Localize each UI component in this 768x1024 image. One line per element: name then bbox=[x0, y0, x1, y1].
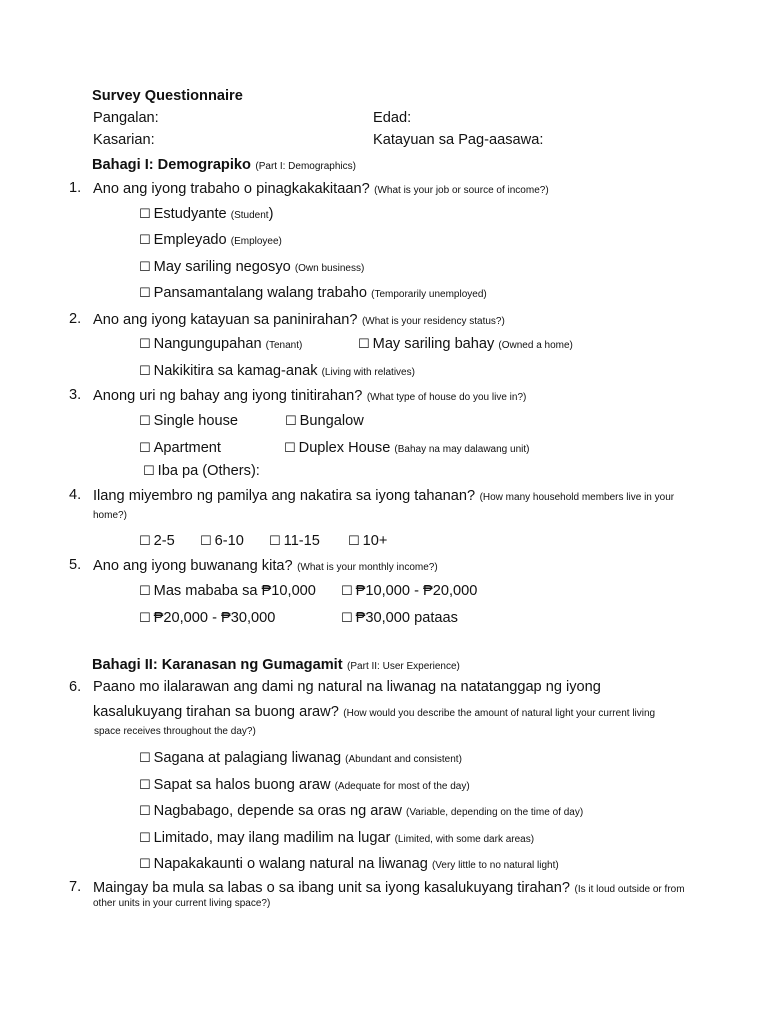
q2-question bbox=[93, 311, 505, 329]
option-label: Bungalow bbox=[299, 413, 364, 429]
checkbox-icon: ☐ bbox=[200, 534, 212, 549]
q6-option-very-little[interactable] bbox=[139, 856, 559, 872]
q2-option-owned[interactable] bbox=[358, 336, 573, 352]
q3-text: Anong uri ng bahay ang iyong tinitirahan? bbox=[93, 388, 363, 404]
option-label: Nagbabago, depende sa oras ng araw bbox=[153, 803, 402, 819]
checkbox-icon: ☐ bbox=[139, 337, 151, 352]
option-label: Single house bbox=[153, 413, 239, 429]
option-tail: ) bbox=[268, 206, 274, 222]
option-label: Limitado, may ilang madilim na lugar bbox=[153, 830, 391, 846]
q1-question bbox=[93, 180, 549, 198]
option-label: ₱20,000 - ₱30,000 bbox=[153, 610, 276, 626]
q4-translation-line2: home?) bbox=[93, 510, 127, 521]
option-label: Mas mababa sa ₱10,000 bbox=[153, 583, 316, 599]
name-field-label: Pangalan: bbox=[93, 110, 159, 126]
q4-text: Ilang miyembro ng pamilya ang nakatira sa iyong tahanan? bbox=[93, 488, 476, 504]
option-translation: (Tenant) bbox=[265, 340, 303, 351]
option-translation: (Living with relatives) bbox=[321, 367, 415, 378]
q6-translation-line2: space receives throughout the day?) bbox=[94, 726, 256, 737]
option-label: 11-15 bbox=[283, 533, 320, 549]
option-label: Pansamantalang walang trabaho bbox=[153, 285, 368, 301]
part1-subtitle: (Part I: Demographics) bbox=[255, 161, 356, 172]
q7-number: 7. bbox=[69, 879, 82, 895]
option-label: Apartment bbox=[153, 440, 221, 456]
option-label: Nakikitira sa kamag-anak bbox=[153, 363, 318, 379]
checkbox-icon: ☐ bbox=[139, 233, 151, 248]
sex-field-label: Kasarian: bbox=[93, 132, 155, 148]
option-label: Nangungupahan bbox=[153, 336, 262, 352]
q2-number: 2. bbox=[69, 311, 82, 327]
q4-question bbox=[93, 487, 674, 505]
q1-number: 1. bbox=[69, 180, 82, 196]
q7-translation-line2: other units in your current living space?) bbox=[93, 898, 271, 909]
q6-option-adequate[interactable] bbox=[139, 777, 470, 793]
q5-option-20000-30000[interactable] bbox=[139, 610, 275, 626]
checkbox-icon: ☐ bbox=[139, 611, 151, 626]
checkbox-icon: ☐ bbox=[139, 857, 151, 872]
option-label: May sariling negosyo bbox=[153, 259, 291, 275]
part1-header bbox=[92, 156, 356, 174]
option-translation: (Employee) bbox=[230, 236, 282, 247]
q3-option-bungalow[interactable] bbox=[285, 413, 364, 429]
checkbox-icon: ☐ bbox=[143, 464, 155, 479]
checkbox-icon: ☐ bbox=[139, 831, 151, 846]
option-translation: (Very little to no natural light) bbox=[431, 860, 559, 871]
checkbox-icon: ☐ bbox=[139, 751, 151, 766]
q6-text-line1: Paano mo ilalarawan ang dami ng natural na liwanag na natatanggap ng iyong bbox=[93, 679, 601, 695]
q4-option-2-5[interactable] bbox=[139, 533, 175, 549]
checkbox-icon: ☐ bbox=[285, 414, 297, 429]
option-translation: (Limited, with some dark areas) bbox=[394, 834, 535, 845]
civil-status-field-label: Katayuan sa Pag-aasawa: bbox=[373, 132, 544, 148]
q6-option-variable[interactable] bbox=[139, 803, 583, 819]
option-label: May sariling bahay bbox=[372, 336, 495, 352]
checkbox-icon: ☐ bbox=[284, 441, 296, 456]
option-translation: (Temporarily unemployed) bbox=[371, 289, 487, 300]
checkbox-icon: ☐ bbox=[139, 534, 151, 549]
q5-question bbox=[93, 557, 438, 575]
q5-option-below-10000[interactable] bbox=[139, 583, 316, 599]
option-label: ₱30,000 pataas bbox=[355, 610, 458, 626]
option-label: ₱10,000 - ₱20,000 bbox=[355, 583, 478, 599]
option-label: Duplex House bbox=[298, 440, 391, 456]
q6-text-line2: kasalukuyang tirahan sa buong araw? bbox=[93, 704, 339, 720]
q6-question-line2 bbox=[93, 703, 655, 721]
q5-option-30000-up[interactable] bbox=[341, 610, 458, 626]
q1-option-student[interactable] bbox=[139, 206, 273, 222]
option-label: 6-10 bbox=[214, 533, 244, 549]
option-label: Napakakaunti o walang natural na liwanag bbox=[153, 856, 428, 872]
q7-translation-line1: (Is it loud outside or from bbox=[574, 884, 685, 895]
q7-question bbox=[93, 879, 685, 897]
checkbox-icon: ☐ bbox=[139, 804, 151, 819]
option-label: Sapat sa halos buong araw bbox=[153, 777, 331, 793]
option-translation: (Bahay na may dalawang unit) bbox=[394, 444, 530, 455]
survey-title: Survey Questionnaire bbox=[92, 88, 243, 104]
q2-option-relatives[interactable] bbox=[139, 363, 415, 379]
q2-text: Ano ang iyong katayuan sa paninirahan? bbox=[93, 312, 358, 328]
checkbox-icon: ☐ bbox=[139, 260, 151, 275]
option-translation: (Owned a home) bbox=[498, 340, 573, 351]
option-label: 2-5 bbox=[153, 533, 175, 549]
option-translation: (Abundant and consistent) bbox=[345, 754, 462, 765]
part2-header bbox=[92, 656, 460, 674]
part2-title: Bahagi II: Karanasan ng Gumagamit bbox=[92, 657, 343, 673]
option-translation: (Own business) bbox=[294, 263, 365, 274]
checkbox-icon: ☐ bbox=[358, 337, 370, 352]
q3-option-others[interactable] bbox=[143, 463, 260, 479]
option-translation: (Student bbox=[230, 210, 269, 221]
option-translation: (Adequate for most of the day) bbox=[334, 781, 470, 792]
checkbox-icon: ☐ bbox=[139, 441, 151, 456]
q6-option-abundant[interactable] bbox=[139, 750, 462, 766]
q3-option-apartment[interactable] bbox=[139, 440, 221, 456]
q6-option-limited[interactable] bbox=[139, 830, 534, 846]
q3-question bbox=[93, 387, 526, 405]
option-label: Iba pa (Others): bbox=[157, 463, 260, 479]
option-label: Sagana at palagiang liwanag bbox=[153, 750, 342, 766]
q4-translation-line1: (How many household members live in your bbox=[479, 492, 675, 503]
q5-translation: (What is your monthly income?) bbox=[297, 562, 438, 573]
checkbox-icon: ☐ bbox=[341, 584, 353, 599]
q1-text: Ano ang iyong trabaho o pinagkakakitaan? bbox=[93, 181, 370, 197]
checkbox-icon: ☐ bbox=[269, 534, 281, 549]
q5-text: Ano ang iyong buwanang kita? bbox=[93, 558, 293, 574]
q3-number: 3. bbox=[69, 387, 82, 403]
q2-translation: (What is your residency status?) bbox=[361, 316, 505, 327]
option-label: 10+ bbox=[362, 533, 388, 549]
q5-number: 5. bbox=[69, 557, 82, 573]
q3-option-single-house[interactable] bbox=[139, 413, 238, 429]
q1-option-business[interactable] bbox=[139, 259, 364, 275]
checkbox-icon: ☐ bbox=[139, 286, 151, 301]
q1-translation: (What is your job or source of income?) bbox=[374, 185, 549, 196]
q6-number: 6. bbox=[69, 679, 82, 695]
checkbox-icon: ☐ bbox=[139, 584, 151, 599]
checkbox-icon: ☐ bbox=[139, 778, 151, 793]
q6-translation-line1: (How would you describe the amount of natural light your current living bbox=[343, 708, 656, 719]
option-translation: (Variable, depending on the time of day) bbox=[406, 807, 584, 818]
q1-option-unemployed[interactable] bbox=[139, 285, 487, 301]
part1-title: Bahagi I: Demograpiko bbox=[92, 157, 251, 173]
q4-number: 4. bbox=[69, 487, 82, 503]
checkbox-icon: ☐ bbox=[139, 364, 151, 379]
q5-option-10000-20000[interactable] bbox=[341, 583, 477, 599]
q7-text: Maingay ba mula sa labas o sa ibang unit sa iyong kasalukuyang tirahan? bbox=[93, 880, 571, 896]
part2-subtitle: (Part II: User Experience) bbox=[347, 661, 460, 672]
checkbox-icon: ☐ bbox=[348, 534, 360, 549]
q4-option-10-plus[interactable] bbox=[348, 533, 387, 549]
q3-translation: (What type of house do you live in?) bbox=[366, 392, 527, 403]
option-label: Empleyado bbox=[153, 232, 227, 248]
checkbox-icon: ☐ bbox=[139, 414, 151, 429]
age-field-label: Edad: bbox=[373, 110, 412, 126]
q2-option-tenant[interactable] bbox=[139, 336, 302, 352]
q1-option-employee[interactable] bbox=[139, 232, 282, 248]
checkbox-icon: ☐ bbox=[341, 611, 353, 626]
q4-option-11-15[interactable] bbox=[269, 533, 320, 549]
checkbox-icon: ☐ bbox=[139, 207, 151, 222]
option-label: Estudyante bbox=[153, 206, 227, 222]
q3-option-duplex[interactable] bbox=[284, 440, 529, 456]
q4-option-6-10[interactable] bbox=[200, 533, 244, 549]
